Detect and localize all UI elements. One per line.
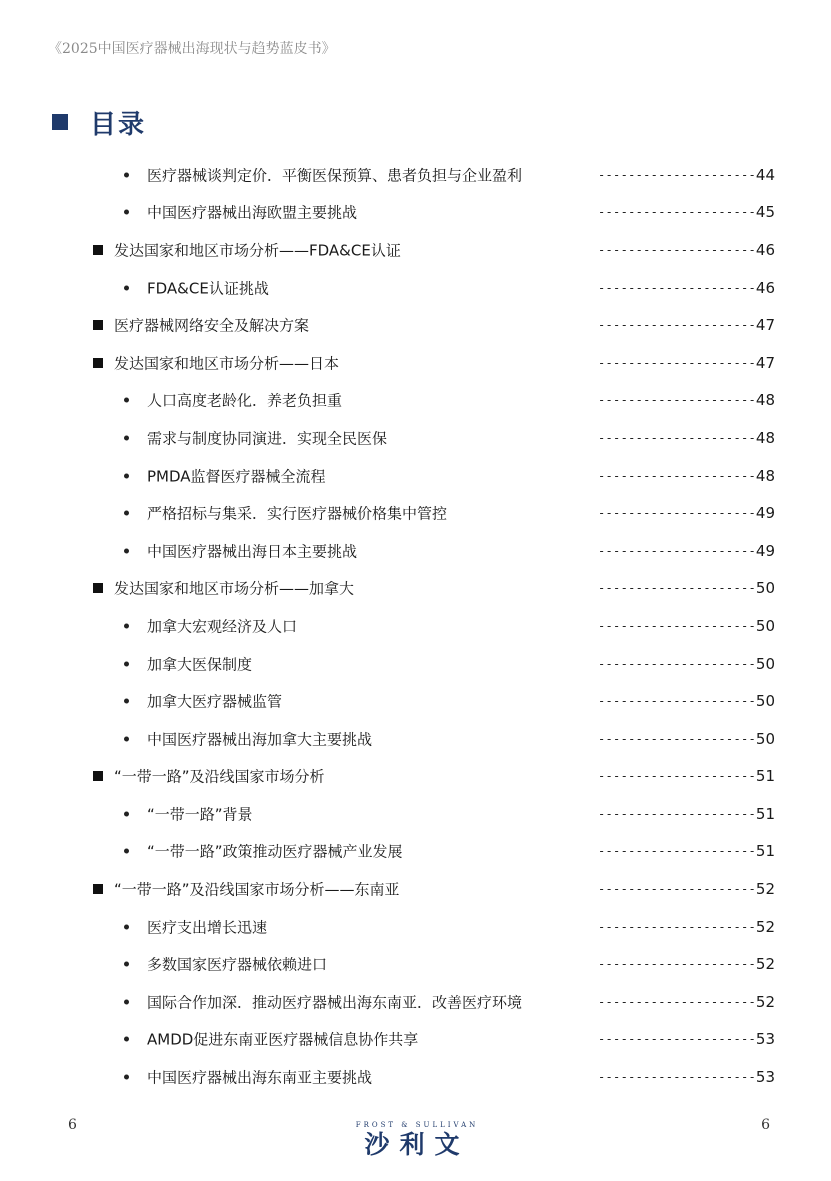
- toc-page-number: 52: [755, 992, 775, 1011]
- toc-entry[interactable]: [0, 908, 831, 946]
- toc-page-number: 50: [755, 654, 775, 673]
- toc-page-number: 50: [755, 692, 775, 711]
- toc-entry-label: 医疗器械网络安全及解决方案: [114, 316, 310, 335]
- toc-page-number: 52: [755, 955, 775, 974]
- toc-leader-dashes: ---------------------: [598, 957, 757, 972]
- toc-entry-label: “一带一路”及沿线国家市场分析——东南亚: [114, 880, 400, 899]
- toc-page-number: 44: [755, 165, 775, 184]
- toc-entry-label: 发达国家和地区市场分析——日本: [114, 354, 340, 373]
- round-bullet-icon: [124, 962, 129, 967]
- toc-leader-dashes: ---------------------: [598, 242, 757, 257]
- toc-entry[interactable]: [0, 570, 831, 608]
- toc-entry[interactable]: [0, 306, 831, 344]
- toc-entry-label: 医疗支出增长迅速: [147, 918, 268, 937]
- round-bullet-icon: [124, 285, 129, 290]
- square-bullet-icon: [93, 771, 103, 781]
- toc-leader-dashes: ---------------------: [598, 205, 757, 220]
- round-bullet-icon: [124, 435, 129, 440]
- toc-entry[interactable]: [0, 344, 831, 382]
- toc-page-number: 51: [755, 804, 775, 823]
- square-bullet-icon: [93, 884, 103, 894]
- toc-page-number: 50: [755, 729, 775, 748]
- toc-entry[interactable]: [0, 758, 831, 796]
- toc-page-number: 49: [755, 504, 775, 523]
- toc-entry[interactable]: [0, 607, 831, 645]
- toc-leader-dashes: ---------------------: [598, 994, 757, 1009]
- toc-title-text: 目录: [90, 109, 147, 140]
- toc-entry[interactable]: [0, 269, 831, 307]
- square-bullet-icon: [93, 358, 103, 368]
- toc-entry-label: PMDA监督医疗器械全流程: [147, 467, 326, 486]
- round-bullet-icon: [124, 473, 129, 478]
- round-bullet-icon: [124, 398, 129, 403]
- toc-leader-dashes: ---------------------: [598, 318, 757, 333]
- toc-entry[interactable]: [0, 194, 831, 232]
- toc-entry-label: “一带一路”背景: [147, 805, 253, 824]
- toc-leader-dashes: ---------------------: [598, 280, 757, 295]
- logo-english-text: FROST & SULLIVAN: [355, 1121, 479, 1129]
- toc-entry[interactable]: [0, 720, 831, 758]
- toc-entry-label: 国际合作加深．推动医疗器械出海东南亚．改善医疗环境: [147, 993, 523, 1012]
- toc-leader-dashes: ---------------------: [598, 919, 757, 934]
- toc-entry-label: 人口高度老龄化．养老负担重: [147, 391, 343, 410]
- round-bullet-icon: [124, 811, 129, 816]
- toc-leader-dashes: ---------------------: [598, 694, 757, 709]
- toc-entry-label: 发达国家和地区市场分析——加拿大: [114, 579, 355, 598]
- page-number-left: 6: [68, 1117, 77, 1133]
- toc-entry[interactable]: [0, 833, 831, 871]
- toc-entry[interactable]: [0, 231, 831, 269]
- logo-chinese-text: 沙利文: [364, 1130, 470, 1159]
- toc-page-number: 48: [755, 466, 775, 485]
- toc-entry-label: 中国医疗器械出海欧盟主要挑战: [147, 203, 358, 222]
- toc-entry[interactable]: [0, 870, 831, 908]
- table-of-contents: [0, 156, 831, 1096]
- toc-page-number: 51: [755, 842, 775, 861]
- toc-entry-label: 发达国家和地区市场分析——FDA&CE认证: [114, 241, 401, 260]
- toc-page-number: 46: [755, 240, 775, 259]
- toc-leader-dashes: ---------------------: [598, 1032, 757, 1047]
- square-bullet-icon: [93, 583, 103, 593]
- toc-entry-label: 需求与制度协同演进．实现全民医保: [147, 429, 388, 448]
- toc-entry-label: 加拿大医疗器械监管: [147, 692, 283, 711]
- toc-entry-label: FDA&CE认证挑战: [147, 279, 269, 298]
- round-bullet-icon: [124, 736, 129, 741]
- toc-entry[interactable]: [0, 382, 831, 420]
- round-bullet-icon: [124, 1037, 129, 1042]
- toc-page-number: 52: [755, 917, 775, 936]
- square-bullet-icon: [93, 245, 103, 255]
- toc-entry-label: 医疗器械谈判定价．平衡医保预算、患者负担与企业盈利: [147, 166, 523, 185]
- title-square-icon: [52, 114, 68, 130]
- toc-leader-dashes: ---------------------: [598, 618, 757, 633]
- toc-page-number: 47: [755, 316, 775, 335]
- toc-page-number: 50: [755, 616, 775, 635]
- toc-entry[interactable]: [0, 419, 831, 457]
- round-bullet-icon: [124, 661, 129, 666]
- toc-page-number: 48: [755, 428, 775, 447]
- toc-leader-dashes: ---------------------: [598, 731, 757, 746]
- toc-page-number: 52: [755, 880, 775, 899]
- toc-entry-label: AMDD促进东南亚医疗器械信息协作共享: [147, 1030, 419, 1049]
- toc-entry[interactable]: [0, 795, 831, 833]
- round-bullet-icon: [124, 210, 129, 215]
- round-bullet-icon: [124, 924, 129, 929]
- toc-entry[interactable]: [0, 983, 831, 1021]
- toc-entry[interactable]: [0, 1021, 831, 1059]
- page-number-right: 6: [761, 1117, 770, 1133]
- toc-entry[interactable]: [0, 494, 831, 532]
- toc-page-number: 46: [755, 278, 775, 297]
- toc-page-number: 51: [755, 767, 775, 786]
- toc-page-number: 48: [755, 391, 775, 410]
- toc-leader-dashes: ---------------------: [598, 468, 757, 483]
- toc-leader-dashes: ---------------------: [598, 806, 757, 821]
- toc-page-number: 45: [755, 203, 775, 222]
- toc-page-number: 47: [755, 353, 775, 372]
- round-bullet-icon: [124, 548, 129, 553]
- toc-entry[interactable]: [0, 682, 831, 720]
- toc-page-number: 50: [755, 579, 775, 598]
- toc-entry-label: 加拿大医保制度: [147, 655, 253, 674]
- frost-sullivan-logo: [352, 1121, 482, 1159]
- toc-entry-label: “一带一路”及沿线国家市场分析: [114, 767, 325, 786]
- toc-leader-dashes: ---------------------: [598, 1070, 757, 1085]
- toc-leader-dashes: ---------------------: [598, 430, 757, 445]
- toc-page-number: 49: [755, 541, 775, 560]
- toc-entry-label: 中国医疗器械出海东南亚主要挑战: [147, 1068, 373, 1087]
- toc-entry[interactable]: [0, 532, 831, 570]
- round-bullet-icon: [124, 1075, 129, 1080]
- toc-leader-dashes: ---------------------: [598, 882, 757, 897]
- toc-title: [52, 104, 146, 140]
- round-bullet-icon: [124, 511, 129, 516]
- round-bullet-icon: [124, 999, 129, 1004]
- toc-entry[interactable]: [0, 156, 831, 194]
- toc-page-number: 53: [755, 1030, 775, 1049]
- toc-leader-dashes: ---------------------: [598, 844, 757, 859]
- toc-entry[interactable]: [0, 1058, 831, 1096]
- toc-entry-label: 中国医疗器械出海加拿大主要挑战: [147, 730, 373, 749]
- document-header: 《2025中国医疗器械出海现状与趋势蓝皮书》: [48, 41, 336, 57]
- toc-leader-dashes: ---------------------: [598, 543, 757, 558]
- toc-leader-dashes: ---------------------: [598, 769, 757, 784]
- toc-leader-dashes: ---------------------: [598, 167, 757, 182]
- toc-entry[interactable]: [0, 645, 831, 683]
- round-bullet-icon: [124, 699, 129, 704]
- toc-leader-dashes: ---------------------: [598, 656, 757, 671]
- square-bullet-icon: [93, 320, 103, 330]
- toc-page-number: 53: [755, 1068, 775, 1087]
- toc-leader-dashes: ---------------------: [598, 355, 757, 370]
- round-bullet-icon: [124, 623, 129, 628]
- toc-entry-label: 严格招标与集采．实行医疗器械价格集中管控: [147, 504, 448, 523]
- toc-entry[interactable]: [0, 457, 831, 495]
- toc-entry-label: 中国医疗器械出海日本主要挑战: [147, 542, 358, 561]
- toc-entry-label: 加拿大宏观经济及人口: [147, 617, 298, 636]
- toc-entry-label: 多数国家医疗器械依赖进口: [147, 955, 328, 974]
- toc-leader-dashes: ---------------------: [598, 581, 757, 596]
- round-bullet-icon: [124, 172, 129, 177]
- toc-entry[interactable]: [0, 945, 831, 983]
- round-bullet-icon: [124, 849, 129, 854]
- toc-leader-dashes: ---------------------: [598, 506, 757, 521]
- toc-leader-dashes: ---------------------: [598, 393, 757, 408]
- toc-entry-label: “一带一路”政策推动医疗器械产业发展: [147, 842, 403, 861]
